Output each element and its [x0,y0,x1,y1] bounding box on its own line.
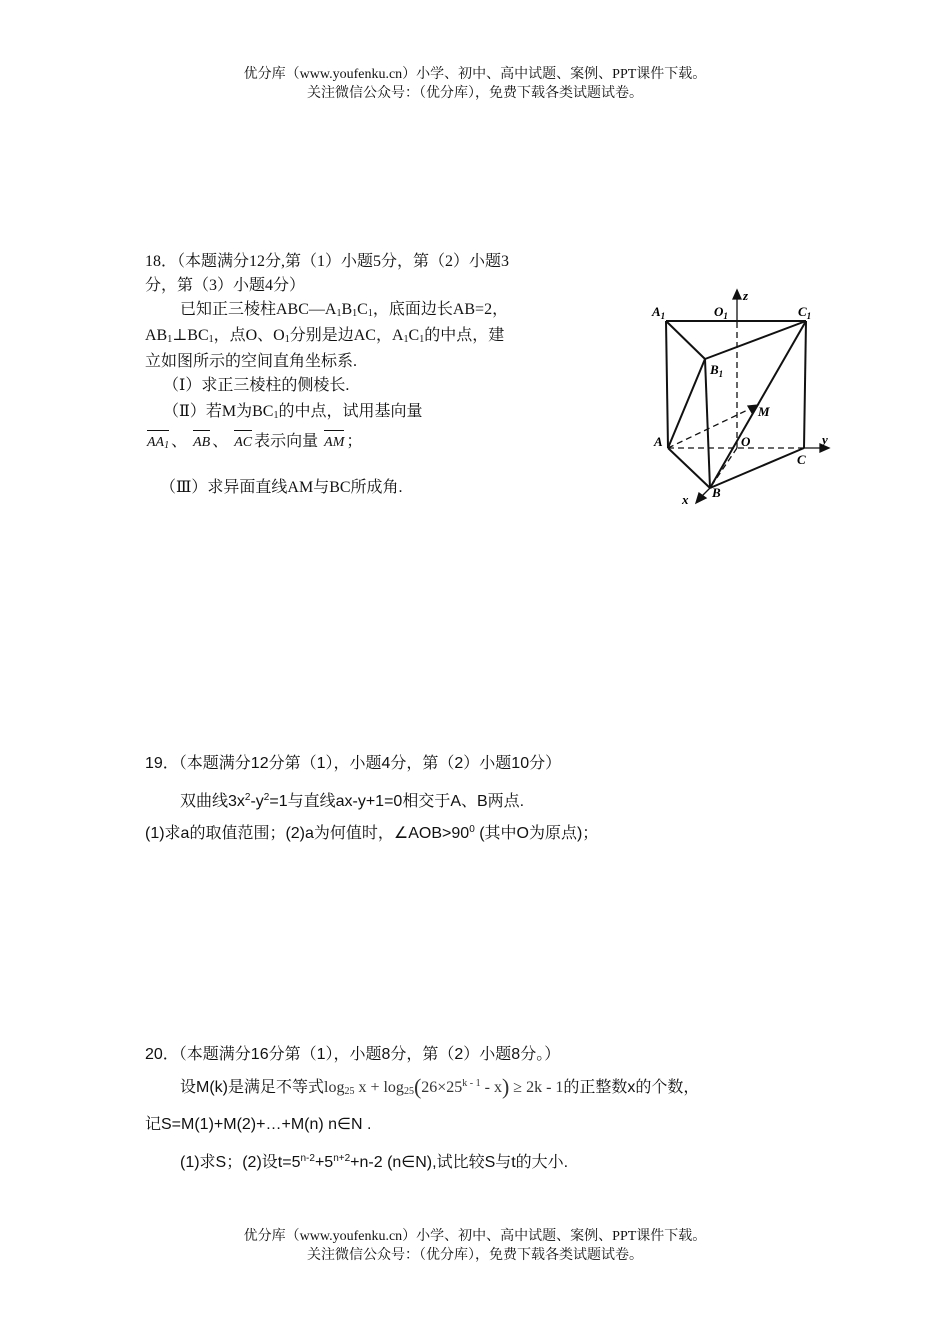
edge-c1-c [804,321,806,448]
label-o1: $O_1$ [714,304,728,321]
footer-line-2: 关注微信公众号：（优分库），免费下载各类试题试卷。 [307,1248,643,1263]
label-a1: $A_1$ [652,304,666,321]
q19-title: 19．（本题满分12分第（1），小题4分，第（2）小题10分） [145,755,562,772]
q20-parts: (1)求S；(2)设$t=5^{n-2}+5^{n+2}+n-2$ (n∈N),试比较S与t的大小. [180,1153,569,1171]
q20-title: 20．（本题满分16分第（1），小题8分，第（2）小题8分。） [145,1046,561,1063]
label-b: B [712,485,721,500]
q20-statement: 设M(k)是满足不等式$\log_{25} x + \log_{25}(26\times 25^{k - 1} - x) \ge 2k - 1$的正整数x的个数， [180,1074,700,1099]
axis-z-arrowhead [733,290,741,299]
q18-part-2: （Ⅱ）若M为$BC_1$的中点，试用基向量 [163,403,423,421]
label-z: z [743,288,749,303]
label-m: M [758,404,770,419]
q18-given-line3: 立如图所示的空间直角坐标系. [145,353,358,370]
edge-b1-c1 [705,321,806,359]
q19-statement: 双曲线$3x^2-y^2=1$与直线ax-y+1=0相交于A、B两点. [180,792,525,810]
edge-a1-b1 [666,321,705,359]
vector-am: AM [324,428,344,455]
vector-ab: AB [193,428,210,455]
edge-a-b1 [668,359,705,448]
q18-part-1: （Ⅰ）求正三棱柱的侧棱长. [163,377,350,394]
label-b1: $B_1$ [710,362,724,379]
footer-line-1: 优分库（www.youfenku.cn）小学、初中、高中试题、案例、PPT课件下载。 [243,1229,707,1244]
label-y: y [822,432,828,447]
label-c1: $C_1$ [798,304,812,321]
edge-a1-a [666,321,668,448]
label-o: O [741,434,751,449]
label-x: x [682,492,689,507]
edge-a-b [668,448,710,488]
label-c: C [797,452,806,467]
q18-vectors-line: $AA_1$ 、 AB 、 AC 表示向量 AM ； [145,428,362,458]
q19-parts: (1)求a的取值范围；(2)a为何值时，$\angle AOB>90^0$ (其中O为原点)； [145,824,599,842]
vector-aa1: $AA_1$ [147,428,169,458]
q18-given-line1: 已知正三棱柱$ABC—A_1B_1C_1$，底面边长AB=2， [180,301,509,319]
edge-b1-b [705,359,710,488]
log-term-1: $\log_{25} x + \log_{25}(26\times 25^{k - 1} - x) \ge 2k - 1$ [324,1074,564,1099]
q18-title-line1: 18．（本题满分12分,第（1）小题5分，第（2）小题3 [145,253,510,270]
q18-part-3: （Ⅲ）求异面直线AM与BC所成角. [160,479,403,496]
q20-sum-definition: 记S=M(1)+M(2)+…+M(n) n∈N . [145,1116,372,1133]
header-line-2: 关注微信公众号：（优分库），免费下载各类试题试卷。 [307,86,643,101]
header-line-1: 优分库（www.youfenku.cn）小学、初中、高中试题、案例、PPT课件下载。 [243,67,707,82]
prism-figure [642,282,842,512]
vector-ac: AC [234,428,252,455]
axis-x-arrowhead [696,493,706,503]
label-a: A [654,434,663,449]
q18-title-line2: 分，第（3）小题4分） [145,277,306,294]
q18-given-line2: $AB_1\perp BC_1$，点O、$O_1$分别是边AC，$A_1C_1$的中点，建 [145,327,505,345]
